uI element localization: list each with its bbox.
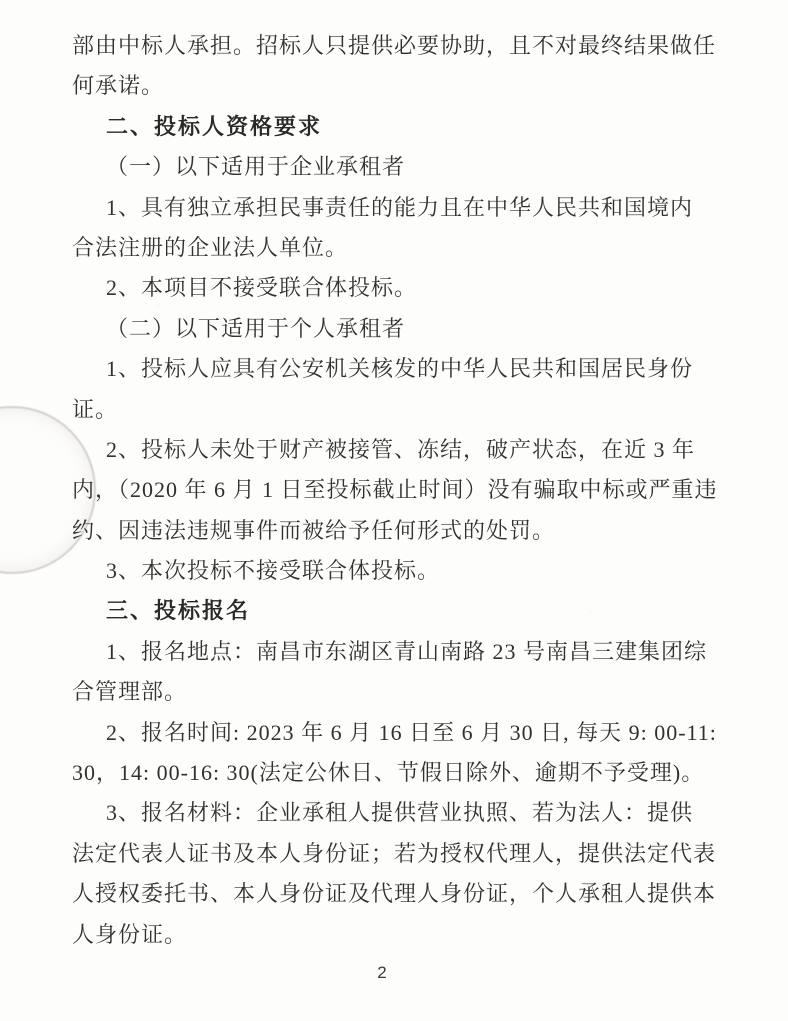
doc-line: 1、具有独立承担民事责任的能力且在中华人民共和国境内 (106, 194, 694, 220)
doc-line: 约、因违法违规事件而被给予任何形式的处罚。 (72, 517, 556, 543)
doc-line: 2、投标人未处于财产被接管、冻结，破产状态，在近 3 年 (106, 436, 696, 462)
doc-line: （二）以下适用于个人承租者 (106, 315, 406, 341)
doc-line: 30，14: 00-16: 30(法定公休日、节假日除外、逾期不予受理)。 (72, 760, 705, 786)
section-heading: 三、投标报名 (106, 598, 251, 624)
doc-line: 3、本次投标不接受联合体投标。 (106, 558, 441, 584)
doc-line: 3、报名材料：企业承租人提供营业执照、若为法人：提供 (106, 800, 694, 826)
doc-line: （一）以下适用于企业承租者 (106, 154, 406, 180)
doc-line: 合管理部。 (72, 679, 188, 705)
doc-line: 何承诺。 (72, 73, 165, 99)
doc-line: 1、报名地点：南昌市东湖区青山南路 23 号南昌三建集团综 (106, 638, 708, 664)
doc-line: 人授权委托书、本人身份证及代理人身份证，个人承租人提供本 (72, 881, 717, 907)
doc-line: 2、本项目不接受联合体投标。 (106, 275, 418, 301)
doc-line: 2、报名时间: 2023 年 6 月 16 日至 6 月 30 日, 每天 9: 00-11: (106, 719, 717, 745)
doc-line: 法定代表人证书及本人身份证；若为授权代理人，提供法定代表 (72, 840, 717, 866)
doc-line: 内，（2020 年 6 月 1 日至投标截止时间）没有骗取中标或严重违 (72, 477, 718, 503)
doc-line: 人身份证。 (72, 921, 188, 947)
document-text-column (72, 26, 718, 955)
section-heading: 二、投标人资格要求 (106, 113, 323, 139)
doc-line: 合法注册的企业法人单位。 (72, 234, 349, 260)
doc-line: 部由中标人承担。招标人只提供必要协助，且不对最终结果做任 (72, 33, 717, 58)
doc-line: 1、投标人应具有公安机关核发的中华人民共和国居民身份 (106, 356, 694, 382)
doc-line: 证。 (72, 396, 119, 422)
page-number: 2 (377, 963, 387, 982)
